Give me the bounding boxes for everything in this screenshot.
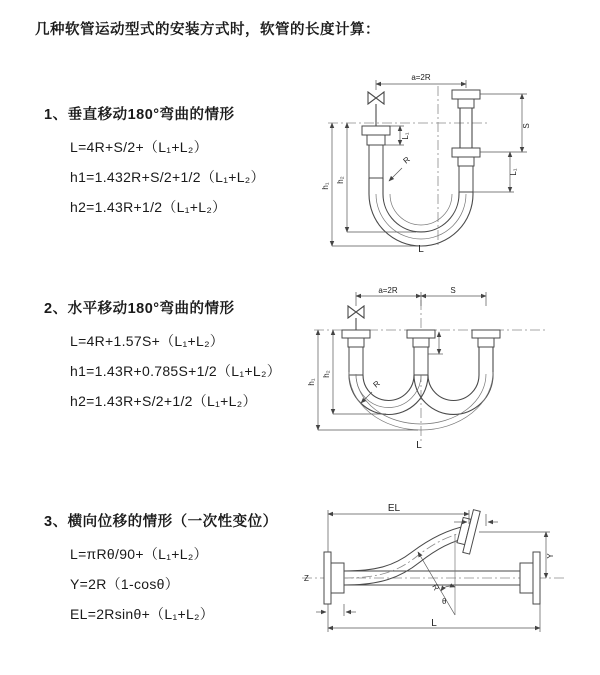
dim-label-s: S <box>450 286 456 295</box>
formula-line: EL=2Rsinθ+（L₁+L₂） <box>70 606 215 622</box>
page-title: 几种软管运动型式的安装方式时，软管的长度计算： <box>35 22 380 38</box>
diagram-lateral-displacement <box>296 500 571 640</box>
dim-label-r: R <box>371 378 382 390</box>
dim-label-l-total: L <box>416 440 422 451</box>
formula-line: L=4R+S/2+（L₁+L₂） <box>70 139 208 155</box>
radius-callout <box>389 155 412 181</box>
hose-u-bend <box>369 194 473 246</box>
dimension-small-left <box>316 604 356 616</box>
dim-label-el: EL <box>387 503 401 514</box>
diagram-horizontal-180-bend <box>306 282 561 452</box>
dim-label-y: Y <box>546 553 555 559</box>
dim-label-l-total: L <box>431 618 437 629</box>
valve-icon <box>348 306 364 330</box>
hose-right-fitting <box>452 90 480 194</box>
formula-line: Y=2R（1-cosθ） <box>70 576 180 592</box>
formula-line: h2=1.43R+S/2+1/2（L₁+L₂） <box>70 393 257 409</box>
hose-left-fitting <box>342 330 370 375</box>
dim-label-h2: h₂ <box>322 370 331 378</box>
centerline-break-symbol: Z <box>304 574 309 583</box>
section-1-heading: 1、垂直移动180°弯曲的情形 <box>44 107 235 123</box>
dim-label-theta: θ <box>442 597 447 606</box>
displaced-s-curve-pipe <box>344 508 480 585</box>
dim-label-a2r: a=2R <box>411 73 431 82</box>
dim-label-a2r: a=2R <box>378 286 398 295</box>
dim-label-h1: h₁ <box>307 378 316 386</box>
formula-line: h1=1.432R+S/2+1/2（L₁+L₂） <box>70 169 265 185</box>
section-2-heading: 2、水平移动180°弯曲的情形 <box>44 301 235 317</box>
dim-label-h2: h₂ <box>336 176 345 184</box>
diagram-vertical-180-bend <box>318 68 558 255</box>
hose-left-fitting <box>362 126 390 194</box>
dim-label-r: R <box>430 582 441 593</box>
dim-label-l1: L₁ <box>401 132 410 140</box>
hose-displaced-fitting <box>472 330 500 375</box>
formula-line: L=πRθ/90+（L₁+L₂） <box>70 546 208 562</box>
section-3-heading: 3、横向位移的情形（一次性变位） <box>44 514 278 530</box>
dim-label-l-total: L <box>418 244 424 255</box>
hose-middle-fitting <box>407 330 435 375</box>
dimension-a2r <box>376 73 466 90</box>
dim-label-h1: h₁ <box>321 182 330 190</box>
left-flange <box>324 552 344 604</box>
raised-flange <box>455 508 480 554</box>
section-1-formulas <box>70 132 265 222</box>
section-vertical-movement <box>44 103 265 222</box>
dim-label-s: S <box>522 123 531 129</box>
formula-line: h1=1.43R+0.785S+1/2（L₁+L₂） <box>70 363 281 379</box>
section-2-formulas <box>70 326 281 416</box>
valve-icon <box>368 92 384 126</box>
angle-theta-construction <box>418 534 455 615</box>
dimension-l1-right <box>473 152 518 192</box>
formula-line: h2=1.43R+1/2（L₁+L₂） <box>70 199 227 215</box>
dimension-a2r <box>356 286 486 306</box>
dimension-l <box>328 604 540 632</box>
dimension-s <box>480 94 531 152</box>
right-flange-lower <box>520 552 540 604</box>
section-horizontal-movement <box>44 297 281 416</box>
formula-line: L=4R+1.57S+（L₁+L₂） <box>70 333 225 349</box>
section-3-formulas <box>70 539 278 629</box>
section-lateral-displacement <box>44 510 278 629</box>
dim-label-r: R <box>401 154 412 166</box>
dim-label-l1: L₁ <box>509 168 518 176</box>
